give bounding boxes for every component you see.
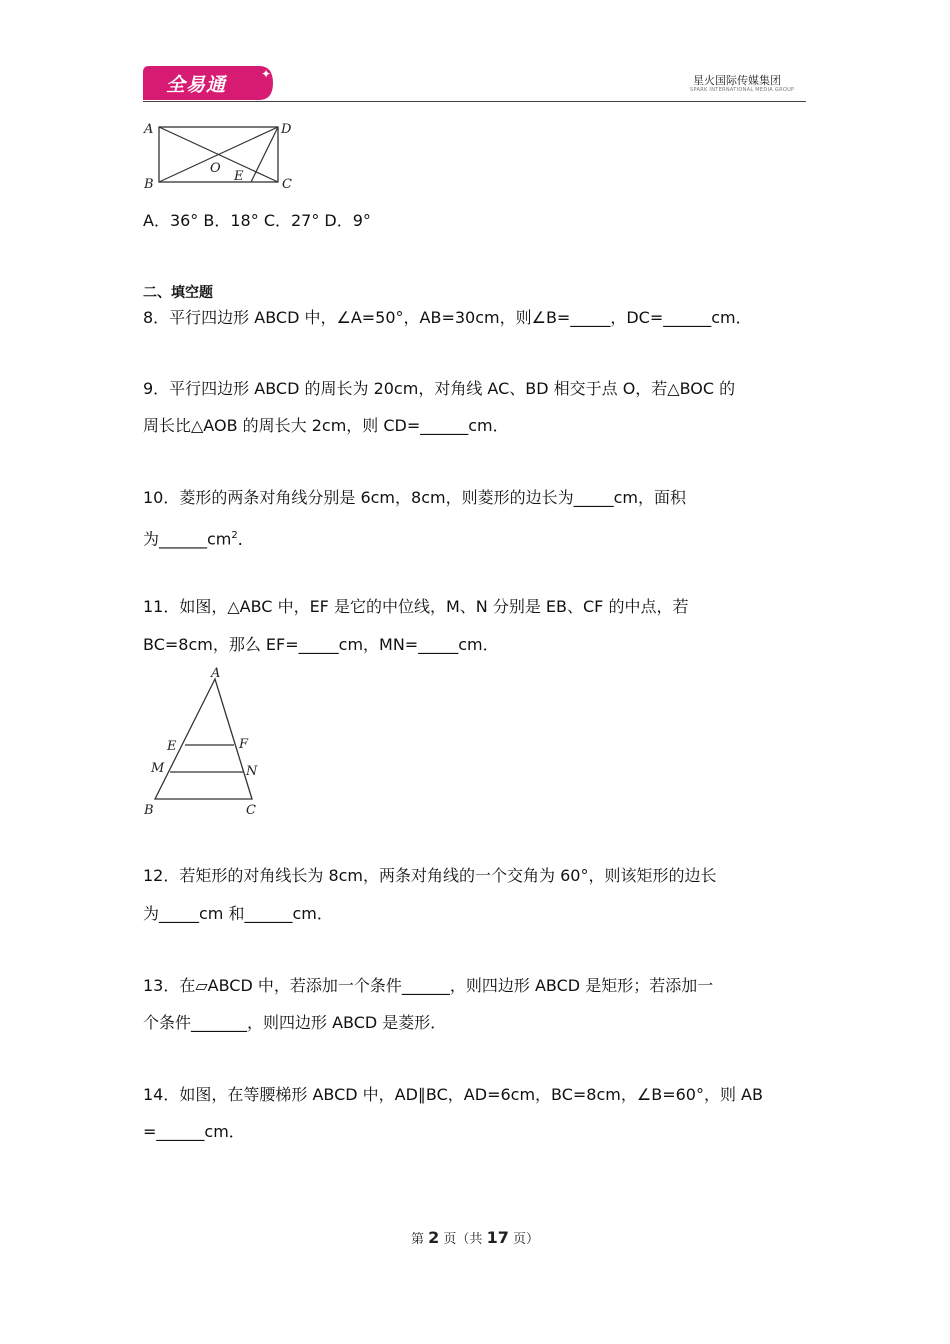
footer-mid: 页（共 (439, 1232, 487, 1247)
q11-line1: 11．如图，△ABC 中，EF 是它的中位线，M、N 分别是 EB、CF 的中点，若 (143, 597, 689, 616)
q14-line1: 14．如图，在等腰梯形 ABCD 中，AD∥BC，AD=6cm，BC=8cm，∠B=60°，则 AB (143, 1085, 763, 1104)
q9-line1: 9．平行四边形 ABCD 的周长为 20cm，对角线 AC、BD 相交于点 O，若△BOC 的 (143, 379, 736, 398)
label-A: A (144, 122, 154, 137)
label-D: D (281, 122, 292, 137)
label-M: M (151, 761, 165, 776)
q14-line2: =______cm． (143, 1122, 245, 1141)
label-N: N (246, 764, 258, 779)
footer-pre: 第 (411, 1232, 429, 1247)
q10-line2-pre: 为______cm (143, 529, 232, 549)
section-title: 二、填空题 (143, 285, 213, 301)
q13-line1: 13．在▱ABCD 中，若添加一个条件______，则四边形 ABCD 是矩形；若添加一 (143, 976, 714, 995)
footer-total-pages: 17 (486, 1228, 509, 1247)
q10-line2-post: ． (237, 529, 254, 549)
q12-line2: 为_____cm 和______cm． (143, 904, 333, 923)
q13-line2: 个条件_______，则四边形 ABCD 是菱形． (143, 1013, 447, 1032)
company-name: 星火国际传媒集团 (693, 74, 781, 87)
q12-line1: 12．若矩形的对角线长为 8cm，两条对角线的一个交角为 60°，则该矩形的边长 (143, 866, 717, 885)
q9-line2: 周长比△AOB 的周长大 2cm，则 CD=______cm． (143, 416, 509, 435)
q10-line1: 10．菱形的两条对角线分别是 6cm，8cm，则菱形的边长为_____cm，面积 (143, 488, 686, 507)
label-B: B (144, 803, 154, 818)
q8-text: 8．平行四边形 ABCD 中，∠A=50°，AB=30cm，则∠B=_____，DC=______cm． (143, 308, 752, 327)
q10-superscript: 2 (231, 530, 238, 541)
header-rule (143, 101, 806, 102)
label-E: E (167, 739, 177, 754)
label-O: O (210, 161, 221, 176)
page-footer (0, 1228, 950, 1247)
label-C: C (282, 177, 292, 192)
label-A: A (211, 666, 221, 681)
svg-text:✦: ✦ (261, 67, 272, 81)
label-F: F (239, 737, 249, 752)
footer-post: 页） (508, 1232, 539, 1247)
label-B: B (144, 177, 154, 192)
q7-options: A．36° B．18° C．27° D．9° (143, 211, 371, 230)
label-E: E (234, 169, 244, 184)
figure-rectangle (140, 116, 300, 194)
company-name-en: SPARK INTERNATIONAL MEDIA GROUP (690, 87, 795, 93)
logo-text: 全易通 (166, 74, 227, 96)
figure-triangle (140, 664, 270, 819)
q10-line2 (143, 526, 254, 549)
footer-page-number: 2 (428, 1228, 440, 1247)
label-C: C (246, 803, 256, 818)
q11-line2: BC=8cm，那么 EF=_____cm，MN=_____cm． (143, 635, 499, 654)
segment-de (251, 127, 278, 182)
